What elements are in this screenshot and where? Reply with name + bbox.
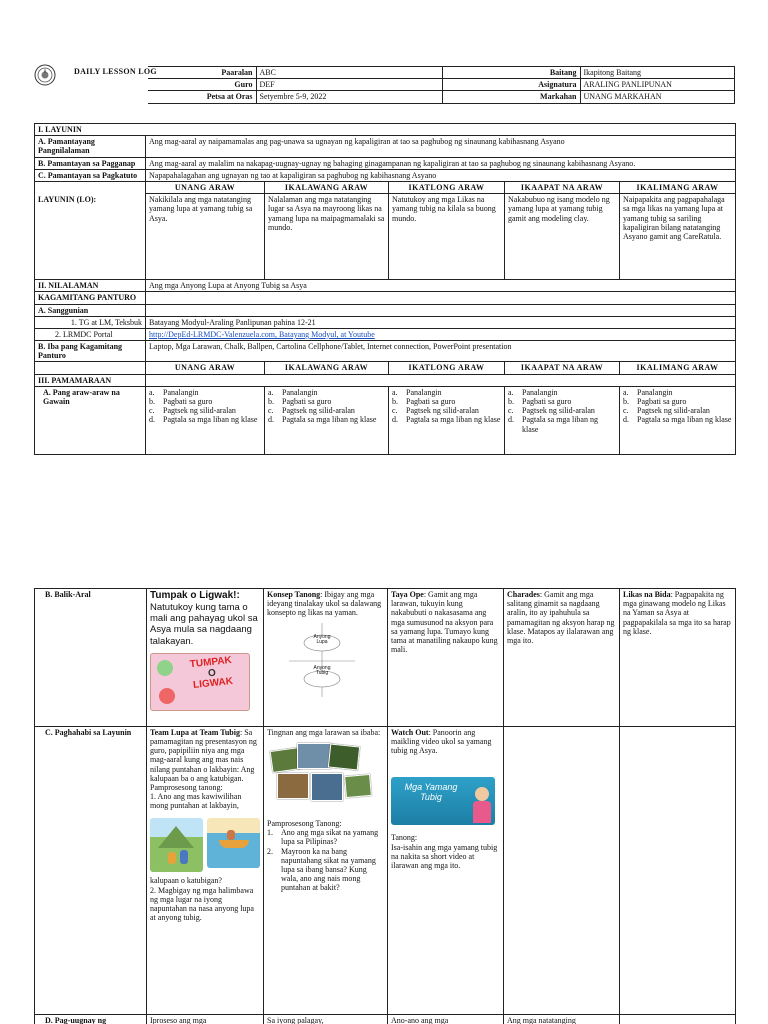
list-item: a. Panalangin <box>392 387 442 397</box>
day-header: UNANG ARAW <box>146 362 265 374</box>
header-table <box>148 66 735 104</box>
list-item: c. Pagtsek ng silid-aralan <box>623 406 710 416</box>
balik-day5 <box>620 589 736 727</box>
row-text: Batayang Modyul-Araling Panlipunan pahina 12-21 <box>146 316 736 328</box>
pagugnay-day4: Ang mga natatanging <box>504 1014 620 1024</box>
pamprosesong-label: Pamprosesong Tanong: <box>267 818 342 828</box>
team-lupa-body: : Sa pamamagitan ng presentasyon ng guro, papipiliin niya ang mga mag-aaral kung ang mas nais nilang puntahan o lakbayin: Ang kalupaan ba o ang katubigan. <box>150 727 257 783</box>
paghahabi-day1 <box>147 726 264 1014</box>
row-text: Ang mag-aaral ay malalim na nakapag-uugnay-ugnay ng bahaging ginagampanan ng kapaligiran at tao sa paghubog ng sinaunang kabihasnang Asyano. <box>146 157 736 169</box>
blank-cell <box>35 181 146 193</box>
concept-node-lupa: Anyong Lupa <box>313 633 331 646</box>
row-text: Napapahalagahan ang ugnayan ng tao at kapaligiran sa paghubog ng kabihasnang Asyano <box>146 169 736 181</box>
concept-node-tubig: Anyong Tubig <box>313 664 331 677</box>
row-label: D. Pag-uugnay ng <box>35 1014 147 1024</box>
yamang-tubig-video-thumbnail[interactable] <box>391 777 495 825</box>
list-item: c. Pagtsek ng silid-aralan <box>268 406 355 416</box>
watch-out-title: Watch Out <box>391 727 429 737</box>
header-value: DEF <box>256 79 442 91</box>
list-item: b. Pagbati sa guro <box>623 397 687 406</box>
tumpak-title: Tumpak o Ligwak!: <box>150 590 240 601</box>
header-label: Asignatura <box>442 79 580 91</box>
balik-day3 <box>388 589 504 727</box>
blank-cell <box>35 362 146 374</box>
charades-text: : Gamit ang mga salitang ginamit sa nagdaang aralin, ito ay ipahuhula sa pamamagitan ng aksyon harap ng klase. Matapos ay ilalarawan ang mga ito. <box>507 590 615 645</box>
header-row <box>148 67 734 79</box>
row-text: Laptop, Mga Larawan, Chalk, Ballpen, Cartolina Cellphone/Tablet, Internet connection, PowerPoint presentation <box>146 341 736 362</box>
list-item: c. Pagtsek ng silid-aralan <box>508 406 595 416</box>
list-item: d. Pagtala sa mga liban ng klase <box>623 415 732 425</box>
list-item: b. Pagbati sa guro <box>149 397 213 406</box>
row-label: A. Sanggunian <box>35 304 146 316</box>
day-header: IKATLONG ARAW <box>389 362 505 374</box>
day-header: IKAAPAT NA ARAW <box>505 181 620 193</box>
concept-diagram <box>267 621 377 701</box>
section-pamamaraan: III. PAMAMARAAN <box>35 374 146 386</box>
list-item: a. Panalangin <box>149 387 199 397</box>
day-header: IKAAPAT NA ARAW <box>505 362 620 374</box>
paghahabi-day2 <box>264 726 388 1014</box>
pamprosesong-label: Pamprosesong tanong: <box>150 782 223 792</box>
likas-bida-text: : Pagpapakita ng mga ginawang modelo ng Likas na Yaman sa Asya at pagpapakilala sa mga ito sa harap ng klase. <box>623 590 731 636</box>
header-label: Paaralan <box>148 67 256 79</box>
balik-day4 <box>504 589 620 727</box>
list-item: 1. Ano ang mga sikat na yamang lupa sa Pilipinas? <box>267 828 379 847</box>
lo-cell: Naipapakita ang pagpapahalaga sa mga likas na yamang lupa at yamang tubig sa sariling kapaligiran bilang natatanging Asyano gamit ang CareRatula. <box>620 194 736 280</box>
blank-cell <box>620 1014 736 1024</box>
header-value: Setyembre 5-9, 2022 <box>256 91 442 103</box>
taya-ope-title: Taya Ope <box>391 590 424 599</box>
row-label: A. Pamantayang Pangnilalaman <box>35 136 146 157</box>
blank-cell <box>146 304 736 316</box>
day-header: UNANG ARAW <box>146 181 265 193</box>
header-label: Markahan <box>442 91 580 103</box>
list-item: d. Pagtala sa mga liban ng klase <box>392 415 501 425</box>
list-item: c. Pagtsek ng silid-aralan <box>149 406 236 416</box>
tumpak-ligwak-image <box>150 653 250 711</box>
question-2: 2. Magbigay ng mga halimbawa ng mga lugar na iyong napuntahan na nasa anyong lupa at anyong tubig. <box>150 885 254 923</box>
list-item: b. Pagbati sa guro <box>268 397 332 406</box>
routine-list <box>265 386 389 454</box>
pagugnay-day1: Iproseso ang mga <box>147 1014 264 1024</box>
o-word: O <box>207 667 217 679</box>
blank-cell <box>146 374 736 386</box>
blank-cell <box>504 726 620 1014</box>
header-value: ABC <box>256 67 442 79</box>
list-item: d. Pagtala sa mga liban ng klase <box>268 415 377 425</box>
row-label: C. Paghahabi sa Layunin <box>35 726 147 1014</box>
watch-out-text <box>391 728 500 756</box>
row-label: KAGAMITANG PANTURO <box>35 292 146 304</box>
pagugnay-day3: Ano-ano ang mga <box>388 1014 504 1024</box>
travel-images <box>150 818 260 872</box>
day-header: IKALAWANG ARAW <box>265 181 389 193</box>
watch-out-body: : Panoorin ang maikling video ukol sa yamang tubig ng Asya. <box>391 727 492 756</box>
section-nilalaman: II. NILALAMAN <box>35 280 146 292</box>
list-item: a. Panalangin <box>623 387 673 397</box>
routine-list <box>146 386 265 454</box>
ligwak-word: LIGWAK <box>192 675 234 692</box>
list-item: a. Panalangin <box>508 387 558 397</box>
blank-cell <box>146 292 736 304</box>
header-label: Guro <box>148 79 256 91</box>
video-title: Mga Yamang Tubig <box>404 782 458 803</box>
list-item: d. Pagtala sa mga liban ng klase <box>508 415 598 434</box>
row-label: B. Pamantayan sa Pagganap <box>35 157 146 169</box>
day-header: IKALIMANG ARAW <box>620 362 736 374</box>
header-value: UNANG MARKAHAN <box>580 91 734 103</box>
day-header: IKATLONG ARAW <box>389 181 505 193</box>
list-item: 2. Mayroon ka na bang napuntahang sikat na yamang lupa sa ibang bansa? Kung wala, ano ang nais mong puntahan at bakit? <box>267 846 376 893</box>
list-item: a. Panalangin <box>268 387 318 397</box>
header-value: Ikapitong Baitang <box>580 67 734 79</box>
smile-icon <box>157 660 173 676</box>
deped-seal <box>34 64 56 86</box>
konsep-tanong-body: : Ibigay ang mga ideyang tinalakay ukol sa dalawang konsepto ng likas na yaman. <box>267 590 382 618</box>
routine-list <box>505 386 620 454</box>
tumpak-text: Natutukoy kung tama o mali ang pahayag ukol sa Asya mula sa nagdaang talakayan. <box>150 601 258 647</box>
lesson-table-page1 <box>34 123 736 455</box>
header-label: Petsa at Oras <box>148 91 256 103</box>
routine-list <box>620 386 736 454</box>
tanong-label: Tanong: <box>391 833 418 843</box>
day-header: IKALAWANG ARAW <box>265 362 389 374</box>
list-item: c. Pagtsek ng silid-aralan <box>392 406 479 416</box>
mountain-hikers-image <box>150 818 203 872</box>
balik-day2 <box>264 589 388 727</box>
document-title: DAILY LESSON LOG <box>74 67 157 76</box>
balik-day1 <box>147 589 264 727</box>
lo-cell: Nalalaman ang mga natatanging lugar sa Asya na mayroong likas na yamang lupa na maipagmamalaki sa mundo. <box>265 194 389 280</box>
pagugnay-day2: Sa iyong palagay, <box>264 1014 388 1024</box>
row-label: LAYUNIN (LO): <box>35 194 146 280</box>
landform-photos <box>267 743 384 815</box>
konsep-tanong-text <box>267 590 384 618</box>
header-value: ARALING PANLIPUNAN <box>580 79 734 91</box>
lo-cell: Nakikilala ang mga natatanging yamang lupa at yamang tubig sa Asya. <box>146 194 265 280</box>
list-item: b. Pagbati sa guro <box>508 397 572 406</box>
row-text: Ang mag-aaral ay naipamamalas ang pag-unawa sa ugnayan ng kapaligiran at tao sa paghubog ng sinaunang kabihasnang Asyano <box>146 136 736 157</box>
question-1: 1. Ano ang mas kawiwilihan mong puntahan at lakbayin, <box>150 792 242 811</box>
lo-cell: Nakabubuo ng isang modelo ng yamang lupa at yamang tubig gamit ang modeling clay. <box>505 194 620 280</box>
tanong-text: Isa-isahin ang mga yamang tubig na nakita sa short video at ilarawan ang mga ito. <box>391 842 498 870</box>
header-label: Baitang <box>442 67 580 79</box>
row-label: A. Pang araw-araw na Gawain <box>35 386 146 454</box>
row-label: 2. LRMDC Portal <box>35 328 146 340</box>
question-1-cont: kalupaan o katubigan? <box>150 876 222 886</box>
team-lupa-text <box>150 728 260 783</box>
row-text: Ang mga Anyong Lupa at Anyong Tubig sa Asya <box>146 280 736 292</box>
row-label: C. Pamantayan sa Pagkatuto <box>35 169 146 181</box>
lake-boat-image <box>207 818 260 868</box>
lrmdc-link[interactable]: http://DepEd-LRMDC-Valenzuela.com, Batayang Modyul, at Youtube <box>149 329 375 339</box>
likas-bida-title: Likas na Bida <box>623 590 671 599</box>
paghahabi-day3 <box>388 726 504 1014</box>
team-lupa-title: Team Lupa at Team Tubig <box>150 727 240 737</box>
lo-cell: Natutukoy ang mga Likas na yamang tubig na kilala sa buong mundo. <box>389 194 505 280</box>
row-label: B. Iba pang Kagamitang Panturo <box>35 341 146 362</box>
sad-icon <box>159 688 175 704</box>
blank-cell <box>620 726 736 1014</box>
row-label: B. Balik-Aral <box>35 589 147 727</box>
row-label: 1. TG at LM, Teksbuk <box>35 316 146 328</box>
section-layunin: I. LAYUNIN <box>35 124 736 136</box>
routine-list <box>389 386 505 454</box>
charades-title: Charades <box>507 590 540 599</box>
konsep-tanong-title: Konsep Tanong <box>267 590 321 599</box>
list-item: b. Pagbati sa guro <box>392 397 456 406</box>
tumpak-word: TUMPAK <box>189 654 233 671</box>
header-row <box>148 79 734 91</box>
tingnan-text: Tingnan ang mga larawan sa ibaba: <box>267 727 381 737</box>
header-row <box>148 91 734 103</box>
taya-ope-text: : Gamit ang mga larawan, tukuyin kung nakabubuti o nakasasama ang mga sumusunod na aksyon para sa yamang lupa. Tumayo kung tama at manatiling nakaupo kung mali. <box>391 590 498 655</box>
list-item: d. Pagtala sa mga liban ng klase <box>149 415 258 425</box>
lesson-table-page2 <box>34 588 736 1024</box>
day-header: IKALIMANG ARAW <box>620 181 736 193</box>
